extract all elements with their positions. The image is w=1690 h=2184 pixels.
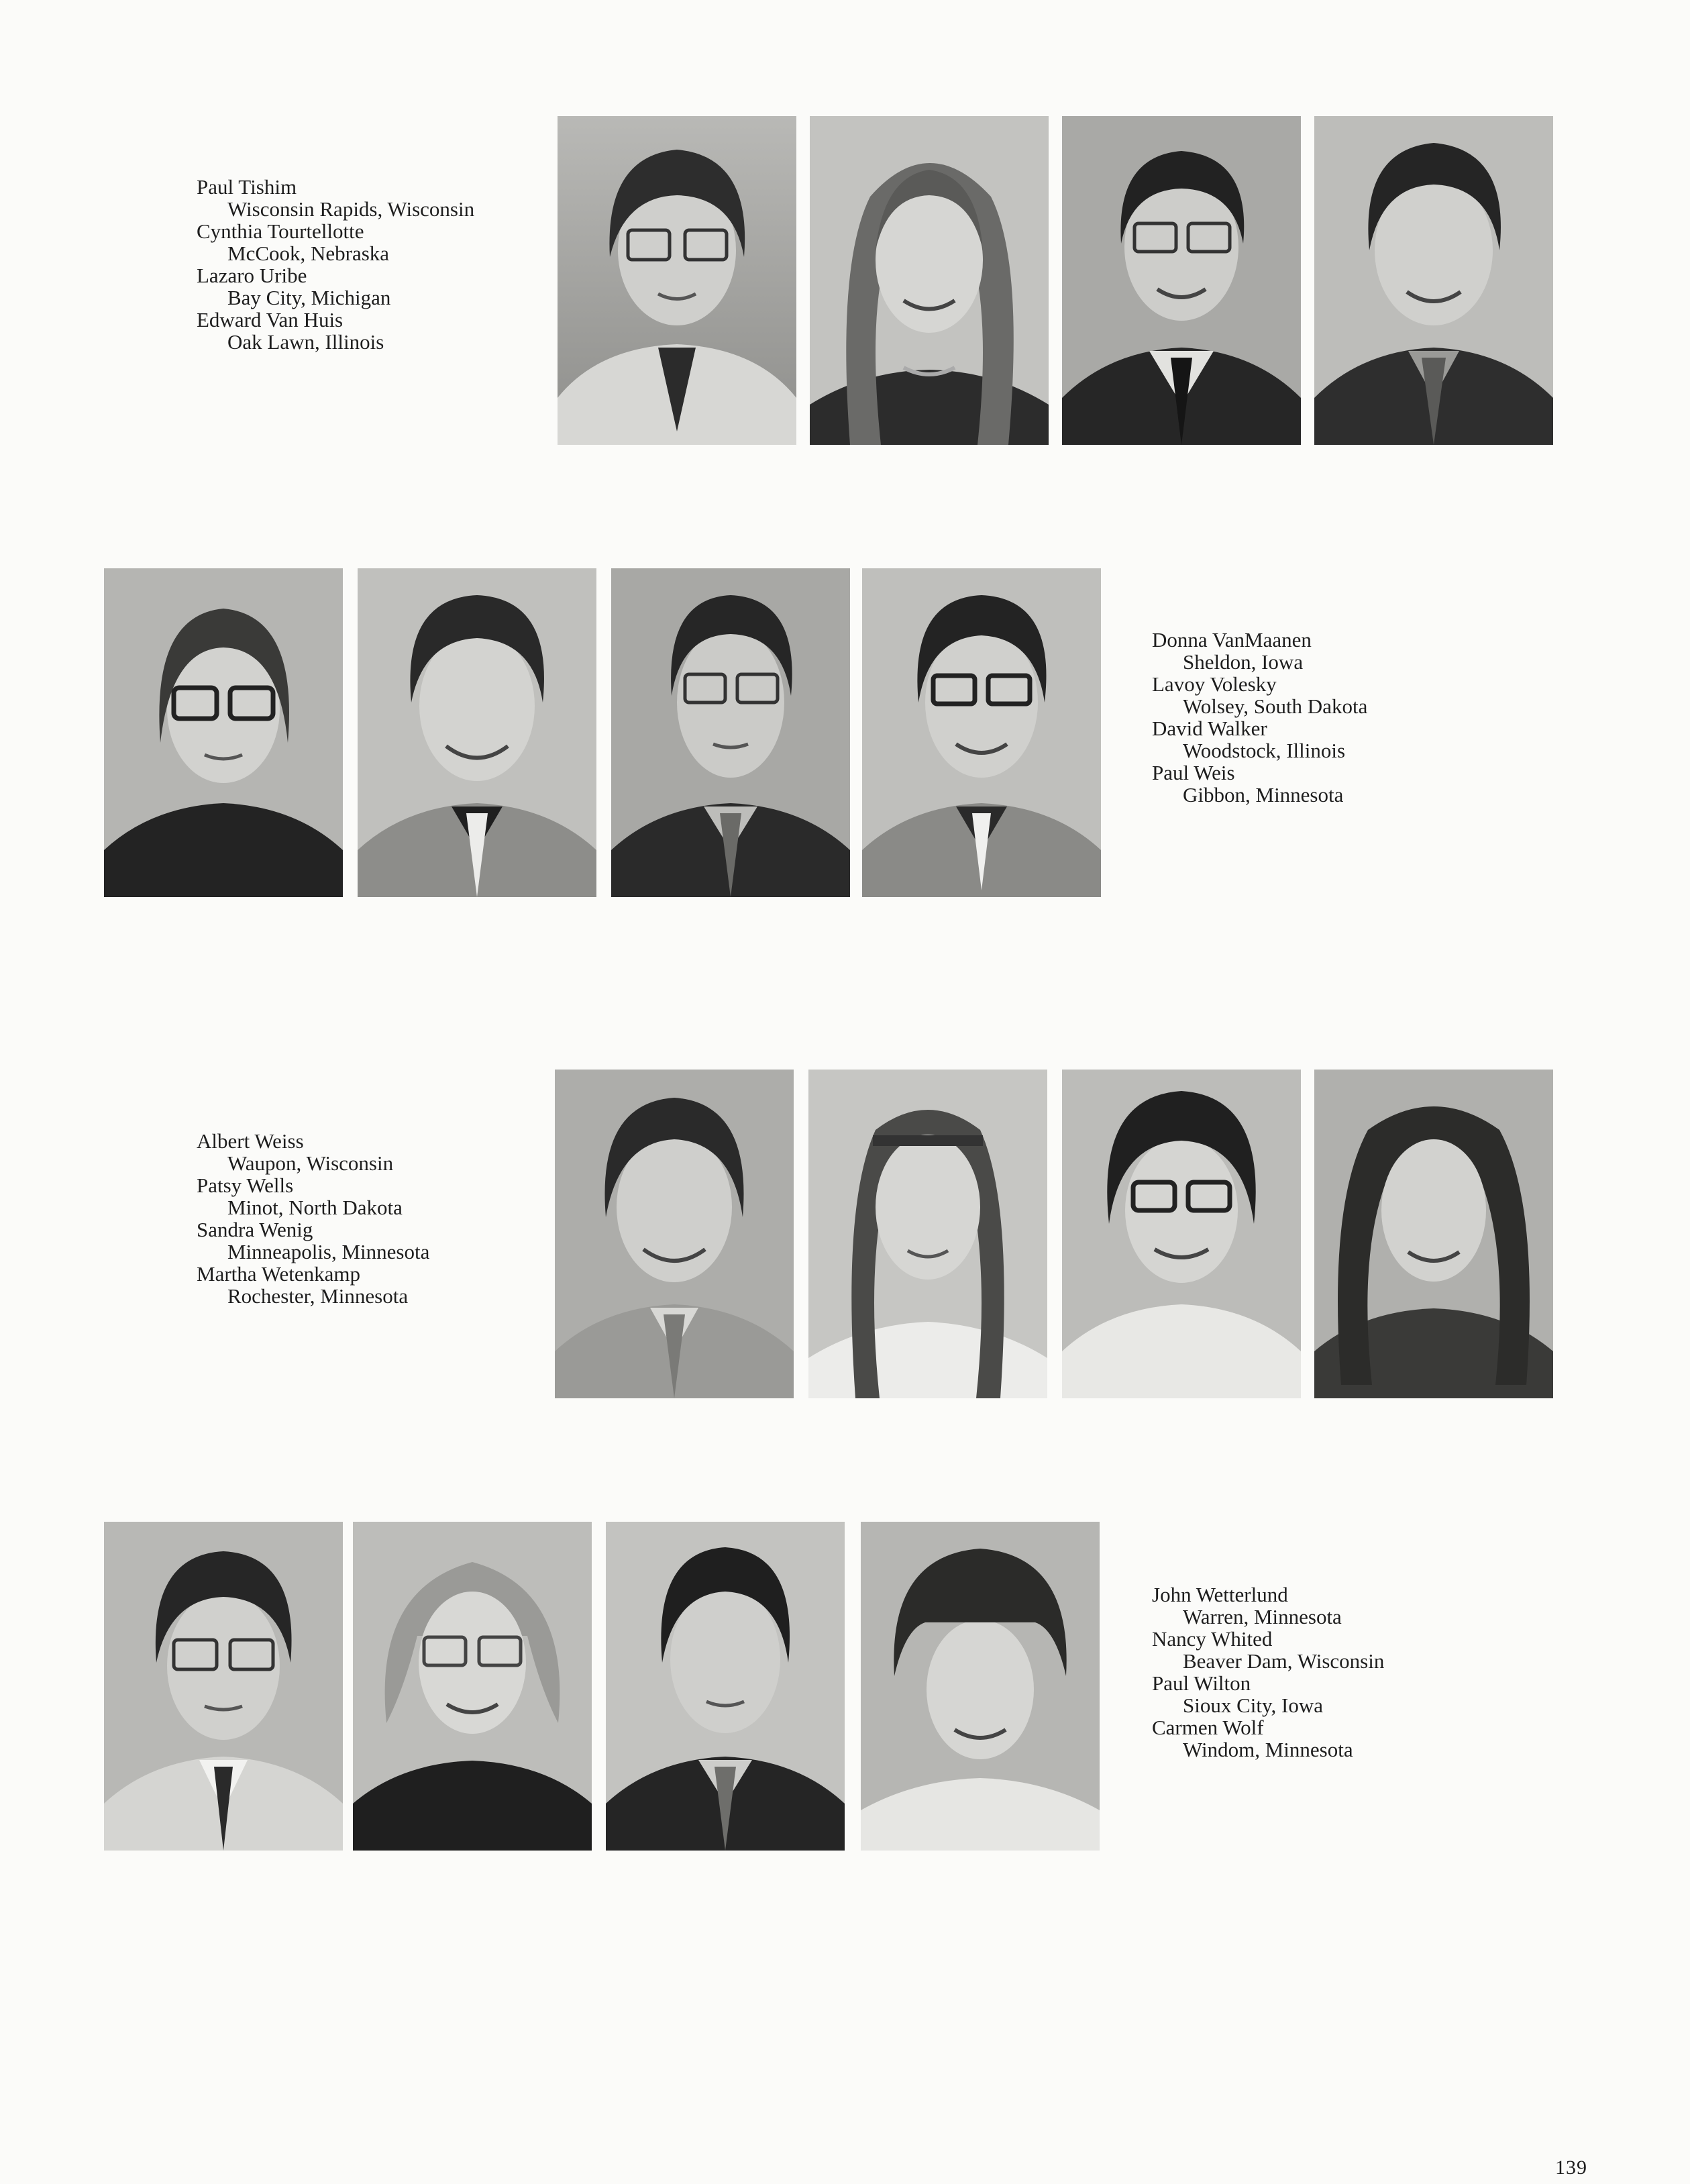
student-entry xyxy=(1152,1628,1384,1672)
student-portrait-photo xyxy=(808,1070,1047,1398)
student-entry xyxy=(1152,717,1367,762)
student-entry xyxy=(1152,1672,1384,1716)
student-portrait-photo xyxy=(1062,116,1301,445)
student-entry xyxy=(1152,762,1367,806)
student-hometown: Waupon, Wisconsin xyxy=(227,1151,394,1175)
student-hometown: McCook, Nebraska xyxy=(227,242,390,265)
student-entry xyxy=(197,220,474,264)
student-portrait-photo xyxy=(1062,1070,1301,1398)
name-list-group-4 xyxy=(1152,1583,1384,1761)
student-name: Paul Tishim xyxy=(197,175,297,199)
student-portrait-photo xyxy=(862,568,1101,897)
student-name: Donna VanMaanen xyxy=(1152,628,1312,652)
student-name: Paul Wilton xyxy=(1152,1671,1251,1695)
student-hometown: Bay City, Michigan xyxy=(227,286,391,309)
student-entry xyxy=(197,1130,429,1174)
student-hometown: Sheldon, Iowa xyxy=(1183,650,1304,674)
student-portrait-photo xyxy=(104,1522,343,1851)
name-list-group-1 xyxy=(197,176,474,353)
student-portrait-photo xyxy=(810,116,1049,445)
student-entry xyxy=(197,1174,429,1218)
student-hometown: Minot, North Dakota xyxy=(227,1196,403,1219)
student-hometown: Sioux City, Iowa xyxy=(1183,1694,1323,1717)
student-hometown: Windom, Minnesota xyxy=(1183,1738,1353,1761)
student-entry xyxy=(197,309,474,353)
student-name: Paul Weis xyxy=(1152,761,1235,784)
student-name: Albert Weiss xyxy=(197,1129,304,1153)
student-name: David Walker xyxy=(1152,717,1267,740)
student-portrait-photo xyxy=(1314,1070,1553,1398)
student-name: Carmen Wolf xyxy=(1152,1716,1264,1739)
student-hometown: Oak Lawn, Illinois xyxy=(227,330,384,354)
student-entry xyxy=(197,176,474,220)
student-name: Nancy Whited xyxy=(1152,1627,1273,1651)
student-name: Cynthia Tourtellotte xyxy=(197,219,364,243)
student-portrait-photo xyxy=(558,116,796,445)
student-hometown: Wisconsin Rapids, Wisconsin xyxy=(227,197,475,221)
student-name: Sandra Wenig xyxy=(197,1218,313,1241)
student-name: Edward Van Huis xyxy=(197,308,344,331)
student-name: Lazaro Uribe xyxy=(197,264,307,287)
student-entry xyxy=(197,1218,429,1263)
student-portrait-photo xyxy=(861,1522,1100,1851)
student-portrait-photo xyxy=(611,568,850,897)
name-list-group-2 xyxy=(1152,629,1367,806)
student-portrait-photo xyxy=(606,1522,845,1851)
student-entry xyxy=(1152,1583,1384,1628)
student-name: Patsy Wells xyxy=(197,1174,294,1197)
student-portrait-photo xyxy=(1314,116,1553,445)
student-entry xyxy=(1152,1716,1384,1761)
student-portrait-photo xyxy=(104,568,343,897)
student-portrait-photo xyxy=(555,1070,794,1398)
student-hometown: Gibbon, Minnesota xyxy=(1183,783,1344,807)
student-hometown: Warren, Minnesota xyxy=(1183,1605,1342,1628)
student-hometown: Woodstock, Illinois xyxy=(1183,739,1346,762)
student-entry xyxy=(1152,673,1367,717)
student-name: Martha Wetenkamp xyxy=(197,1262,360,1286)
student-portrait-photo xyxy=(353,1522,592,1851)
page-number: 139 xyxy=(1555,2156,1587,2179)
student-hometown: Beaver Dam, Wisconsin xyxy=(1183,1649,1385,1673)
student-portrait-photo xyxy=(358,568,596,897)
student-entry xyxy=(197,264,474,309)
student-name: John Wetterlund xyxy=(1152,1583,1288,1606)
student-hometown: Rochester, Minnesota xyxy=(227,1284,409,1308)
student-entry xyxy=(197,1263,429,1307)
student-hometown: Minneapolis, Minnesota xyxy=(227,1240,430,1263)
student-hometown: Wolsey, South Dakota xyxy=(1183,694,1368,718)
student-name: Lavoy Volesky xyxy=(1152,672,1277,696)
name-list-group-3 xyxy=(197,1130,429,1307)
student-entry xyxy=(1152,629,1367,673)
